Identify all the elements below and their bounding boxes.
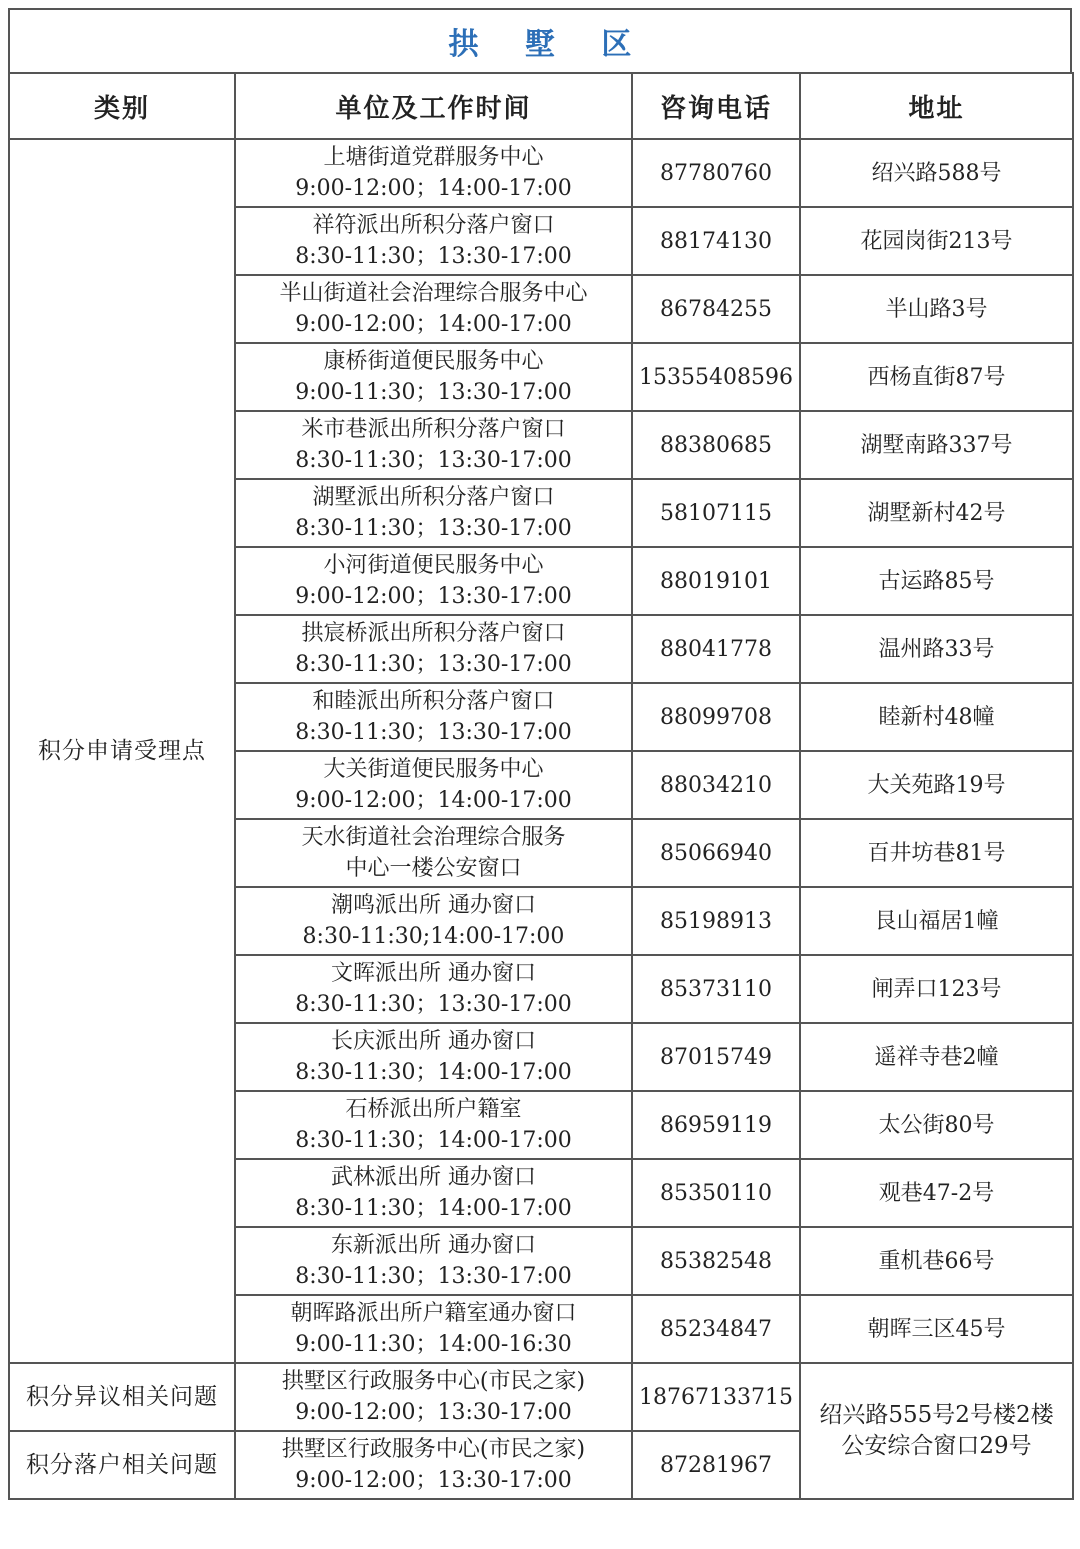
unit-hours-cell xyxy=(235,207,632,275)
address-cell: 古运路85号 xyxy=(800,547,1073,615)
unit-hours-cell xyxy=(235,1091,632,1159)
unit-name: 拱墅区行政服务中心(市民之家) xyxy=(281,1369,586,1394)
unit-name: 拱宸桥派出所积分落户窗口 xyxy=(301,621,566,646)
address-cell: 温州路33号 xyxy=(800,615,1073,683)
work-hours: 9:00-12:00；13:30-17:00 xyxy=(295,1400,572,1425)
address-line: 绍兴路555号2号楼2楼 xyxy=(819,1402,1054,1428)
header-category: 类别 xyxy=(9,73,235,139)
category-cell: 积分申请受理点 xyxy=(9,139,235,1363)
unit-name: 石桥派出所户籍室 xyxy=(345,1097,522,1122)
address-cell: 太公街80号 xyxy=(800,1091,1073,1159)
address-cell: 闸弄口123号 xyxy=(800,955,1073,1023)
work-hours: 9:00-11:30；13:30-17:00 xyxy=(295,380,572,405)
unit-name: 米市巷派出所积分落户窗口 xyxy=(301,417,566,442)
unit-hours-cell xyxy=(235,955,632,1023)
unit-name: 武林派出所 通办窗口 xyxy=(331,1165,536,1190)
category-cell: 积分落户相关问题 xyxy=(9,1431,235,1499)
phone-cell: 85234847 xyxy=(632,1295,800,1363)
table-header-row xyxy=(9,73,1073,139)
work-hours: 8:30-11:30；14:00-17:00 xyxy=(295,1128,572,1153)
address-cell: 花园岗街213号 xyxy=(800,207,1073,275)
unit-name: 上塘街道党群服务中心 xyxy=(323,145,544,170)
address-cell: 艮山福居1幢 xyxy=(800,887,1073,955)
header-address: 地址 xyxy=(800,73,1073,139)
unit-hours-cell xyxy=(235,683,632,751)
work-hours: 9:00-12:00；13:30-17:00 xyxy=(295,584,572,609)
work-hours: 中心一楼公安窗口 xyxy=(345,856,522,881)
work-hours: 9:00-11:30；14:00-16:30 xyxy=(295,1332,572,1357)
unit-name: 小河街道便民服务中心 xyxy=(323,553,544,578)
unit-name: 文晖派出所 通办窗口 xyxy=(331,961,536,986)
unit-hours-cell xyxy=(235,1431,632,1499)
work-hours: 8:30-11:30；13:30-17:00 xyxy=(295,992,572,1017)
phone-cell: 85066940 xyxy=(632,819,800,887)
phone-cell: 88019101 xyxy=(632,547,800,615)
phone-cell: 86959119 xyxy=(632,1091,800,1159)
work-hours: 9:00-12:00；14:00-17:00 xyxy=(295,788,572,813)
unit-hours-cell xyxy=(235,1295,632,1363)
unit-hours-cell xyxy=(235,751,632,819)
phone-cell: 88380685 xyxy=(632,411,800,479)
phone-cell: 85198913 xyxy=(632,887,800,955)
unit-hours-cell xyxy=(235,887,632,955)
address-cell: 半山路3号 xyxy=(800,275,1073,343)
unit-hours-cell xyxy=(235,547,632,615)
address-line: 公安综合窗口29号 xyxy=(841,1433,1032,1459)
category-cell: 积分异议相关问题 xyxy=(9,1363,235,1431)
unit-name: 天水街道社会治理综合服务 xyxy=(301,825,566,850)
unit-hours-cell xyxy=(235,1363,632,1431)
work-hours: 9:00-12:00；14:00-17:00 xyxy=(295,312,572,337)
address-cell: 绍兴路588号 xyxy=(800,139,1073,207)
unit-name: 拱墅区行政服务中心(市民之家) xyxy=(281,1437,586,1462)
address-cell: 湖墅南路337号 xyxy=(800,411,1073,479)
unit-name: 长庆派出所 通办窗口 xyxy=(331,1029,536,1054)
unit-hours-cell xyxy=(235,615,632,683)
work-hours: 8:30-11:30；14:00-17:00 xyxy=(295,1196,572,1221)
phone-cell: 85373110 xyxy=(632,955,800,1023)
unit-name: 和睦派出所积分落户窗口 xyxy=(312,689,555,714)
work-hours: 8:30-11:30；14:00-17:00 xyxy=(295,1060,572,1085)
phone-cell: 87015749 xyxy=(632,1023,800,1091)
work-hours: 9:00-12:00；13:30-17:00 xyxy=(295,1468,572,1493)
unit-hours-cell xyxy=(235,819,632,887)
unit-name: 潮鸣派出所 通办窗口 xyxy=(331,893,536,918)
address-cell: 湖墅新村42号 xyxy=(800,479,1073,547)
phone-cell: 15355408596 xyxy=(632,343,800,411)
phone-cell: 87281967 xyxy=(632,1431,800,1499)
phone-cell: 58107115 xyxy=(632,479,800,547)
address-cell: 朝晖三区45号 xyxy=(800,1295,1073,1363)
phone-cell: 88041778 xyxy=(632,615,800,683)
unit-hours-cell xyxy=(235,139,632,207)
info-sheet xyxy=(8,8,1072,1500)
phone-cell: 87780760 xyxy=(632,139,800,207)
unit-hours-cell xyxy=(235,411,632,479)
unit-hours-cell xyxy=(235,479,632,547)
district-title-bar xyxy=(8,8,1072,72)
work-hours: 8:30-11:30；13:30-17:00 xyxy=(295,720,572,745)
unit-name: 湖墅派出所积分落户窗口 xyxy=(312,485,555,510)
unit-name: 朝晖路派出所户籍室通办窗口 xyxy=(290,1301,577,1326)
unit-name: 康桥街道便民服务中心 xyxy=(323,349,544,374)
phone-cell: 88174130 xyxy=(632,207,800,275)
unit-hours-cell xyxy=(235,1023,632,1091)
work-hours: 8:30-11:30；13:30-17:00 xyxy=(295,652,572,677)
unit-name: 东新派出所 通办窗口 xyxy=(331,1233,536,1258)
phone-cell: 86784255 xyxy=(632,275,800,343)
phone-cell: 88034210 xyxy=(632,751,800,819)
unit-hours-cell xyxy=(235,1159,632,1227)
work-hours: 8:30-11:30;14:00-17:00 xyxy=(302,924,565,949)
unit-hours-cell xyxy=(235,343,632,411)
address-cell: 大关苑路19号 xyxy=(800,751,1073,819)
unit-name: 半山街道社会治理综合服务中心 xyxy=(279,281,588,306)
unit-hours-cell xyxy=(235,1227,632,1295)
table-body xyxy=(9,139,1073,1499)
work-hours: 8:30-11:30；13:30-17:00 xyxy=(295,516,572,541)
address-cell: 重机巷66号 xyxy=(800,1227,1073,1295)
address-cell: 西杨直街87号 xyxy=(800,343,1073,411)
work-hours: 9:00-12:00；14:00-17:00 xyxy=(295,176,572,201)
address-cell: 百井坊巷81号 xyxy=(800,819,1073,887)
address-cell: 睦新村48幢 xyxy=(800,683,1073,751)
work-hours: 8:30-11:30；13:30-17:00 xyxy=(295,244,572,269)
phone-cell: 85382548 xyxy=(632,1227,800,1295)
unit-name: 祥符派出所积分落户窗口 xyxy=(312,213,555,238)
phone-cell: 88099708 xyxy=(632,683,800,751)
header-phone: 咨询电话 xyxy=(632,73,800,139)
table-row xyxy=(9,139,1073,207)
unit-hours-cell xyxy=(235,275,632,343)
address-cell: 遥祥寺巷2幢 xyxy=(800,1023,1073,1091)
table-row xyxy=(9,1363,1073,1431)
address-cell: 观巷47-2号 xyxy=(800,1159,1073,1227)
phone-cell: 18767133715 xyxy=(632,1363,800,1431)
district-title: 拱 墅 区 xyxy=(448,27,650,62)
address-cell xyxy=(800,1363,1073,1499)
phone-cell: 85350110 xyxy=(632,1159,800,1227)
unit-name: 大关街道便民服务中心 xyxy=(323,757,544,782)
service-points-table xyxy=(8,72,1074,1500)
work-hours: 8:30-11:30；13:30-17:00 xyxy=(295,448,572,473)
work-hours: 8:30-11:30；13:30-17:00 xyxy=(295,1264,572,1289)
header-unit-hours: 单位及工作时间 xyxy=(235,73,632,139)
